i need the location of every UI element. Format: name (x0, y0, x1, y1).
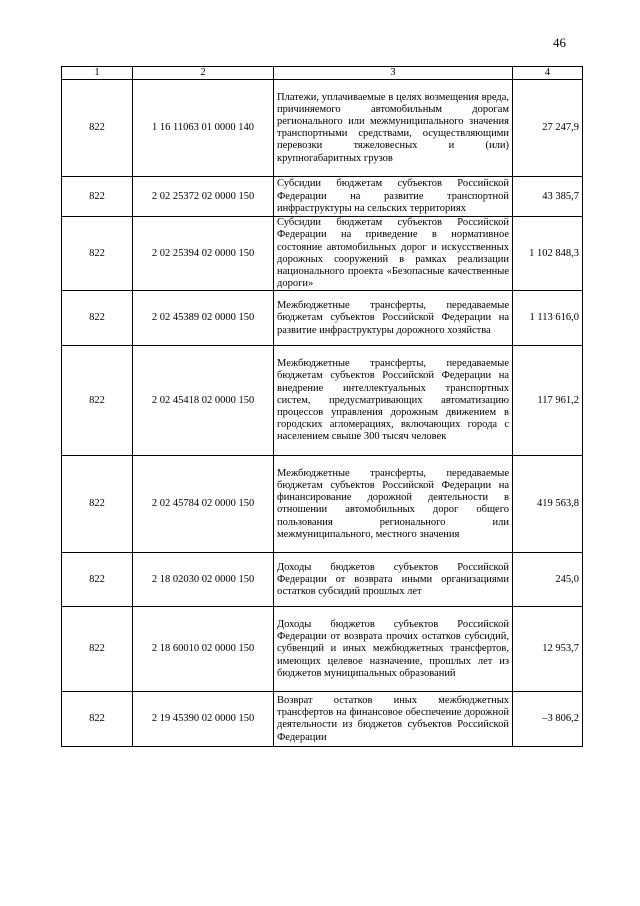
revenue-name-cell: Субсидии бюджетам субъектов Российской Федерации на приведение в нормативное состояние автомобильных дорог и искусственных дорожных сооружений в рамках реализации национального проекта «Безопасные качественные дороги» (274, 217, 513, 291)
admin-code-cell: 822 (62, 346, 133, 456)
revenue-name-cell: Доходы бюджетов субъектов Российской Федерации от возврата иными организациями остатков субсидий прошлых лет (274, 553, 513, 607)
revenue-name-cell: Субсидии бюджетам субъектов Российской Федерации на развитие транспортной инфраструктуры на сельских территориях (274, 177, 513, 217)
admin-code-cell: 822 (62, 553, 133, 607)
column-header-4: 4 (513, 67, 583, 80)
table-row (62, 80, 583, 177)
column-header-1: 1 (62, 67, 133, 80)
table-row (62, 607, 583, 692)
amount-cell: 1 113 616,0 (513, 291, 583, 346)
table-row (62, 692, 583, 747)
amount-cell: 117 961,2 (513, 346, 583, 456)
revenue-name-cell: Межбюджетные трансферты, передаваемые бюджетам субъектов Российской Федерации на финансирование дорожной деятельности в отношении автомобильных дорог общего пользования регионального или межмуниципального, местного значения (274, 456, 513, 553)
budget-classification-code-cell: 2 02 45784 02 0000 150 (133, 456, 274, 553)
budget-classification-code-cell: 2 18 02030 02 0000 150 (133, 553, 274, 607)
amount-cell: 1 102 848,3 (513, 217, 583, 291)
admin-code-cell: 822 (62, 456, 133, 553)
table-row (62, 346, 583, 456)
revenue-name-cell: Доходы бюджетов субъектов Российской Федерации от возврата прочих остатков субсидий, субвенций и иных межбюджетных трансфертов, имеющих целевое назначение, прошлых лет из бюджетов муниципальных образований (274, 607, 513, 692)
revenue-table (61, 66, 583, 747)
column-header-3: 3 (274, 67, 513, 80)
admin-code-cell: 822 (62, 692, 133, 747)
amount-cell: 43 385,7 (513, 177, 583, 217)
header-row (62, 67, 583, 80)
table-row (62, 217, 583, 291)
revenue-name-cell: Межбюджетные трансферты, передаваемые бюджетам субъектов Российской Федерации на внедрение интеллектуальных транспортных систем, предусматривающих автоматизацию процессов управления дорожным движением в городских агломерациях, включающих города с населением свыше 300 тысяч человек (274, 346, 513, 456)
admin-code-cell: 822 (62, 291, 133, 346)
revenue-name-cell: Межбюджетные трансферты, передаваемые бюджетам субъектов Российской Федерации на развитие инфраструктуры дорожного хозяйства (274, 291, 513, 346)
admin-code-cell: 822 (62, 217, 133, 291)
revenue-name-cell: Платежи, уплачиваемые в целях возмещения вреда, причиняемого автомобильным дорогам регионального или межмуниципального значения транспортными средствами, осуществляющими перевозки тяжеловесных и (или) крупногабаритных грузов (274, 80, 513, 177)
table-row (62, 553, 583, 607)
budget-classification-code-cell: 2 02 45418 02 0000 150 (133, 346, 274, 456)
page-number: 46 (553, 35, 566, 50)
budget-classification-code-cell: 1 16 11063 01 0000 140 (133, 80, 274, 177)
budget-classification-code-cell: 2 02 25394 02 0000 150 (133, 217, 274, 291)
amount-cell: 245,0 (513, 553, 583, 607)
budget-classification-code-cell: 2 19 45390 02 0000 150 (133, 692, 274, 747)
admin-code-cell: 822 (62, 80, 133, 177)
admin-code-cell: 822 (62, 177, 133, 217)
revenue-name-cell: Возврат остатков иных межбюджетных трансфертов на финансовое обеспечение дорожной деятельности из бюджетов субъектов Российской Федерации (274, 692, 513, 747)
amount-cell: –3 806,2 (513, 692, 583, 747)
table-row (62, 456, 583, 553)
admin-code-cell: 822 (62, 607, 133, 692)
amount-cell: 27 247,9 (513, 80, 583, 177)
table-row (62, 177, 583, 217)
budget-classification-code-cell: 2 18 60010 02 0000 150 (133, 607, 274, 692)
column-header-2: 2 (133, 67, 274, 80)
table-row (62, 291, 583, 346)
budget-classification-code-cell: 2 02 45389 02 0000 150 (133, 291, 274, 346)
amount-cell: 12 953,7 (513, 607, 583, 692)
amount-cell: 419 563,8 (513, 456, 583, 553)
budget-classification-code-cell: 2 02 25372 02 0000 150 (133, 177, 274, 217)
